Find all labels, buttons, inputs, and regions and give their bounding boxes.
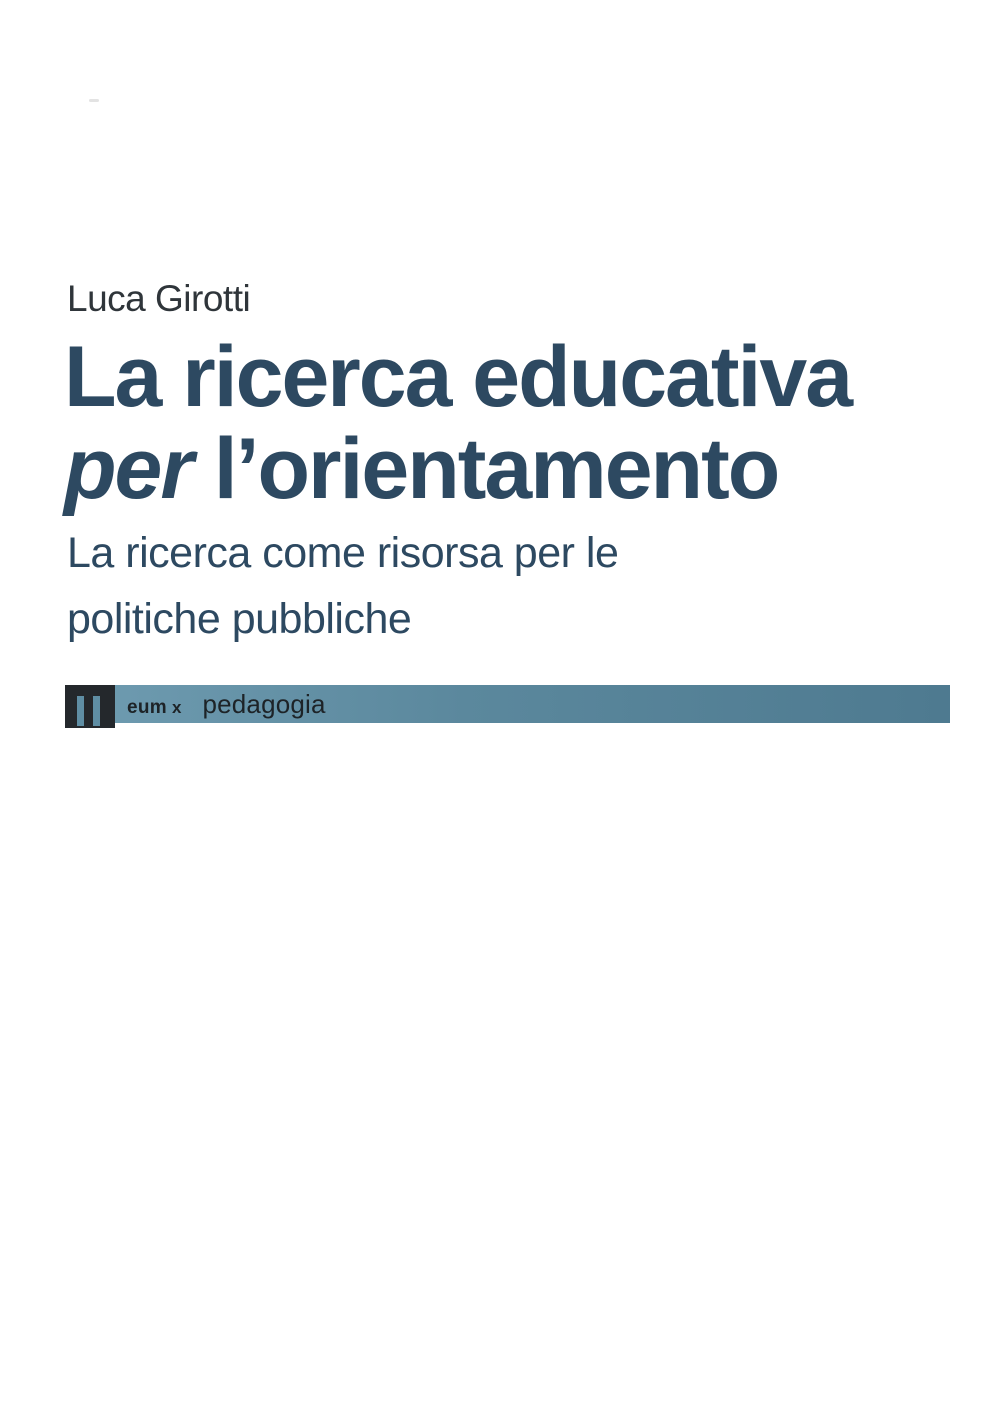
book-title [64, 331, 851, 515]
eum-logo-icon [65, 685, 115, 728]
title-line-2-italic-word: per [64, 421, 192, 517]
series-name: pedagogia [202, 689, 326, 719]
scan-artifact [89, 99, 99, 102]
subtitle-line-2: politiche pubbliche [67, 595, 412, 643]
eum-logo-m-slot-left [77, 696, 84, 726]
publisher-x-mark-icon: x [171, 698, 182, 717]
subtitle-line-1: La ricerca come risorsa per le [67, 529, 619, 577]
title-line-2-rest: l’orientamento [191, 421, 779, 517]
series-band [66, 685, 950, 723]
eum-logo-m-slot-right [93, 696, 100, 726]
series-band-text [66, 685, 950, 727]
book-subtitle [67, 520, 618, 652]
title-line-2 [64, 423, 851, 515]
title-line-1: La ricerca educativa [64, 329, 852, 425]
publisher-name: eum [127, 697, 167, 718]
author-name: Luca Girotti [67, 278, 251, 319]
